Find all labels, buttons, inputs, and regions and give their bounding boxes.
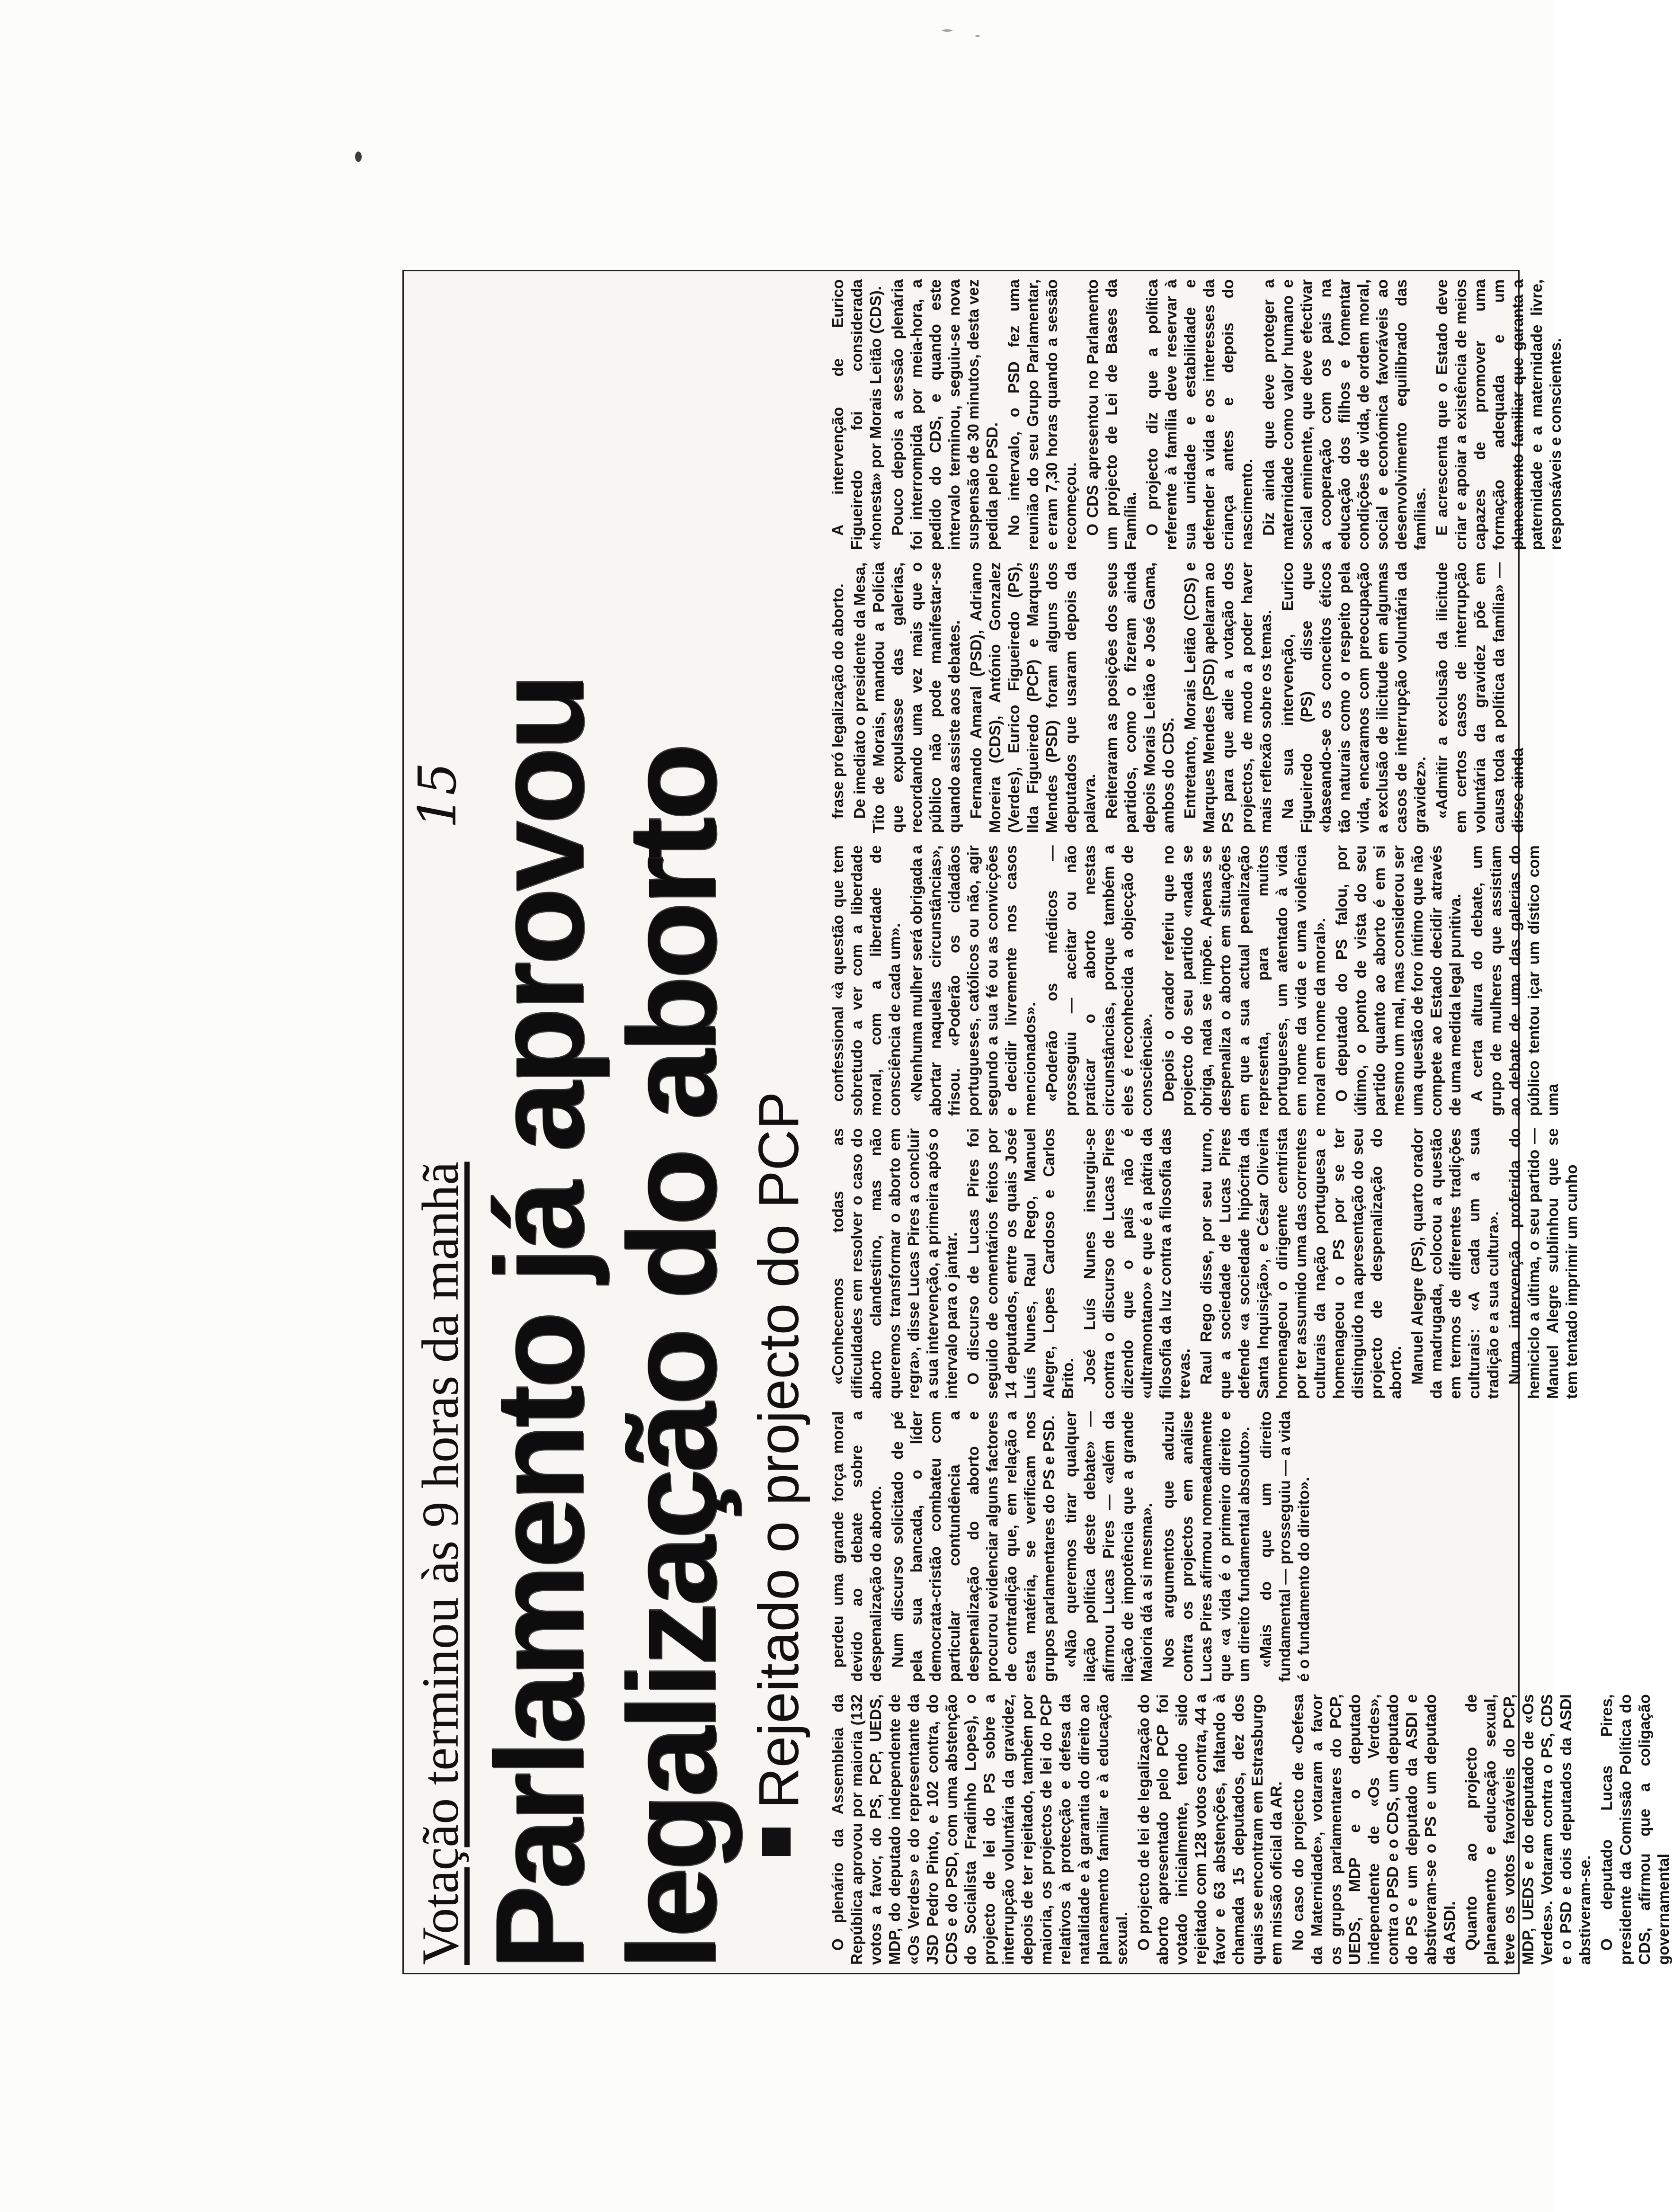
article-paragraph: Nos argumentos que aduziu contra os projectos em análise Lucas Pires afirmou nomeadamente que «a vida é o primeiro direito e um direito fundamental absoluto». <box>1159 1411 1253 1682</box>
article-column-2 <box>828 1411 1510 1682</box>
article-paragraph: Depois o orador referiu que no projecto do seu partido «nada se obriga, nada se impõe. Apenas se despenaliza o aborto em situações em que a sua actual penalização representa, para muitos portugueses, um atentado à vida em nome da vida e uma violência moral em nome da moral». <box>1159 845 1328 1116</box>
article-paragraph: A intervenção de Eurico Figueiredo foi considerada «honesta» por Morais Leitão (CDS). <box>829 279 884 550</box>
article-paragraph: frase pró legalização do aborto. <box>829 583 846 819</box>
article-paragraph: «Conhecemos todas as dificuldades em resolver o caso do aborto clandestino, mas não queremos transformar o aborto em regra», disse Lucas Pires a concluir a sua intervenção, a primeira após o intervalo para o jantar. <box>829 1128 960 1399</box>
article-paragraph: Numa intervenção proferida do hemiciclo a última, o seu partido — Manuel Alegre sublinhou que se tem tentado imprimir um cunho <box>1506 1128 1580 1399</box>
scan-speck <box>355 152 362 162</box>
article-paragraph: O projecto diz que a política referente à família deve reservar à sua unidade e estabilidade e defender a vida e os interesses da criança antes e depois do nascimento. <box>1143 279 1255 550</box>
headline-line-2: legalização do aborto <box>602 746 742 1970</box>
article-paragraph: «Mais do que um direito fundamental — prosseguiu — a vida é o fundamento do direito». <box>1257 1411 1312 1682</box>
article-paragraph: De imediato o presidente da Mesa, Tito de Morais, mandou a Polícia que expulsasse das galerias, recordando uma vez mais que o público não pode manifestar-se quando assiste aos debates. <box>851 562 963 833</box>
subhead-bullet <box>762 1828 791 1856</box>
article-paragraph: Raul Rego disse, por seu turno, que a sociedade de Lucas Pires defende «a sociedade hipócrita da Santa Inquisição», e César Oliveira homenageou o dirigente centrista por ter assumido uma das correntes culturais da nação portuguesa e homenageou o PS por se ter distinguido na apresentação do seu projecto de despenalização do aborto. <box>1197 1128 1404 1399</box>
article-paragraph: «Admitir a exclusão da ilicitude em certos casos de interrupção voluntária da gravidez põe em causa toda a política da família» — disse ainda <box>1433 562 1526 833</box>
article-paragraph: Manuel Alegre (PS), quarto orador da madrugada, colocou a questão em termos de diferentes tradições culturais: «A cada um a sua tradição e a sua cultura». <box>1408 1128 1502 1399</box>
article-paragraph: No caso do projecto de «Defesa da Maternidade», votaram a favor os grupos parlamentares do PCP, UEDS, MDP e o deputado independente de «Os Verdes», contra o PSD e o CDS, um deputado do PS e um deputado da ASDI e abstiveram-se o PS e um deputado da ASDI. <box>1289 1694 1458 1965</box>
article-paragraph: No intervalo, o PSD fez uma reunião do seu Grupo Parlamentar, e eram 7,30 horas quando a sessão recomeçou. <box>1005 279 1079 550</box>
article-paragraph: José Luís Nunes insurgiu-se contra o discurso de Lucas Pires dizendo que o país não é «ultramontano» e que é a pátria da filosofia da luz contra a filosofia das trevas. <box>1081 1128 1193 1399</box>
article-paragraph: Quanto ao projecto de planeamento e educação sexual, teve os votos favoráveis do PCP, MDP, UEDS e do deputado de «Os Verdes». Votaram contra o PS, CDS e o PSD e dois deputados da ASDI abstiveram-se. <box>1462 1694 1593 1965</box>
article-paragraph: O projecto de lei de legalização do aborto apresentado pelo PCP foi votado inicialmente, tendo sido rejeitado com 128 votos contra, 44 a favor e 63 abstenções, faltando à chamada 15 deputados, dez dos quais se encontram em Estrasburgo em missão oficial da AR. <box>1135 1694 1285 1965</box>
scan-speck <box>942 29 952 32</box>
clipping-body <box>402 270 1672 1974</box>
newspaper-clipping <box>402 270 1672 1974</box>
article-paragraph: confessional «à questão que tem sobretudo a ver com a liberdade moral, com a liberdade de consciência de cada um». <box>829 845 903 1116</box>
article-paragraph: O deputado do PS falou, por último, o ponto de vista do seu partido quanto ao aborto é em si mesmo um mal, mas considerou ser uma questão de foro íntimo que não compete ao Estado decidir através de uma medida legal punitiva. <box>1333 845 1464 1116</box>
article-paragraph: E acrescenta que o Estado deve criar e apoiar a existência de meios capazes de promover uma formação adequada e um planeamento familiar que garanta a paternidade e a maternidade livre, responsáveis e conscientes. <box>1433 279 1564 550</box>
article-columns <box>828 279 1672 1965</box>
article-paragraph: O discurso de Lucas Pires foi seguido de comentários feitos por 14 deputados, entre os quais José Luís Nunes, Raul Rego, Manuel Alegre, Lopes Cardoso e Carlos Brito. <box>964 1128 1077 1399</box>
article-column-6 <box>828 279 1564 550</box>
article-paragraph: «Poderão os médicos — prosseguiu — aceitar ou não praticar o aborto nestas circunstâncias, porque também a eles é reconhecida a objecção de consciência». <box>1043 845 1155 1116</box>
scan-speck <box>975 35 980 37</box>
article-paragraph: A certa altura do debate, um grupo de mulheres que assistiam ao debate de uma das galerias do público tentou içar um dístico com uma <box>1468 845 1561 1116</box>
article-paragraph: Entretanto, Morais Leitão (CDS) e Marques Mendes (PSD) apelaram ao PS para que adie a votação dos projectos, de modo a poder haver mais reflexão sobre os temas. <box>1181 562 1274 833</box>
article-paragraph: «Não queremos tirar qualquer ilação política deste debate» — afirmou Lucas Pires — «além da ilação de impotência que a grande Maioria dá a si mesma». <box>1062 1411 1155 1682</box>
article-paragraph: «Nenhuma mulher será obrigada a abortar naquelas circunstâncias», frisou. «Poderão os cidadãos portugueses, católicos ou não, agir segundo a sua fé ou as convicções e decidir livremente nos casos mencionados». <box>908 845 1039 1116</box>
article-paragraph: Pouco depois a sessão plenária foi interrompida por meia-hora, a pedido do CDS, e quando este intervalo terminou, seguiu-se nova suspensão de 30 minutos, desta vez pedida pelo PSD. <box>889 279 1001 550</box>
article-paragraph: Fernando Amaral (PSD), Adriano Moreira (CDS), António Gonzalez (Verdes), Eurico Figueiredo (PS), Ilda Figueiredo (PCP) e Marques Mendes (PSD) foram alguns dos deputados que usaram depois da palavra. <box>967 562 1098 833</box>
article-paragraph: O CDS apresentou no Parlamento um projecto de Lei de Bases da Família. <box>1084 279 1139 550</box>
article-headline <box>470 265 742 1970</box>
article-paragraph: Na sua intervenção, Eurico Figueiredo (PS) disse que «baseando-se os conceitos éticos tão naturais como o respeito pela vida, encaramos com preocupação a exclusão de ilicitude em algumas casos de interrupção voluntária da gravidez». <box>1279 562 1429 833</box>
article-column-1 <box>828 1694 1672 1965</box>
handwritten-page-mark: 15 <box>407 762 468 829</box>
article-paragraph: O plenário da Assembleia da República aprovou por maioria (132 votos a favor, do PS, PCP, UEDS, MDP, do deputado independente de «Os Verdes» e do representante da JSD Pedro Pinto, e 102 contra, do CDS e do PSD, com uma abstenção do Socialista Fradinho Lopes), o projecto de lei do PS sobre a interrupção voluntária da gravidez, depois de ter rejeitado, também por maioria, os projectos de lei do PCP relativos à protecção e defesa da natalidade e à garantia do direito ao planeamento familiar e à educação sexual. <box>829 1694 1130 1965</box>
article-subhead: Rejeitado o projecto do PCP <box>747 1091 810 1809</box>
article-column-5 <box>828 562 1526 833</box>
article-paragraph: O deputado Lucas Pires, presidente da Comissão Política do CDS, afirmou que a coligação governamental <box>1598 1694 1672 1965</box>
article-column-3 <box>828 1128 1580 1399</box>
article-kicker: Votação terminou às 9 horas da manhã <box>411 1161 469 1965</box>
article-paragraph: Num discurso solicitado de pé pela sua bancada, o líder democrata-cristão combateu com particular contundência a despenalização do aborto e procurou evidenciar alguns factores de contradição que, em relação a esta matéria, se verificam nos grupos parlamentares do PS e PSD. <box>889 1411 1058 1682</box>
article-column-4 <box>828 845 1561 1116</box>
article-paragraph: Diz ainda que deve proteger a maternidade como valor humano e social eminente, que deve efectivar a cooperação com os pais na educação dos filhos e fomentar condições de vida, de ordem moral, social e económica favoráveis ao desenvolvimento equilibrado das famílias. <box>1260 279 1429 550</box>
article-paragraph: Reiteraram as posições dos seus partidos, como o fizeram ainda depois Morais Leitão e José Gama, ambos do CDS. <box>1103 562 1177 833</box>
headline-line-1: Parlamento já aprovou <box>470 677 610 1970</box>
article-paragraph: perdeu uma grande força moral devido ao debate sobre a despenalização do aborto. <box>829 1411 884 1682</box>
